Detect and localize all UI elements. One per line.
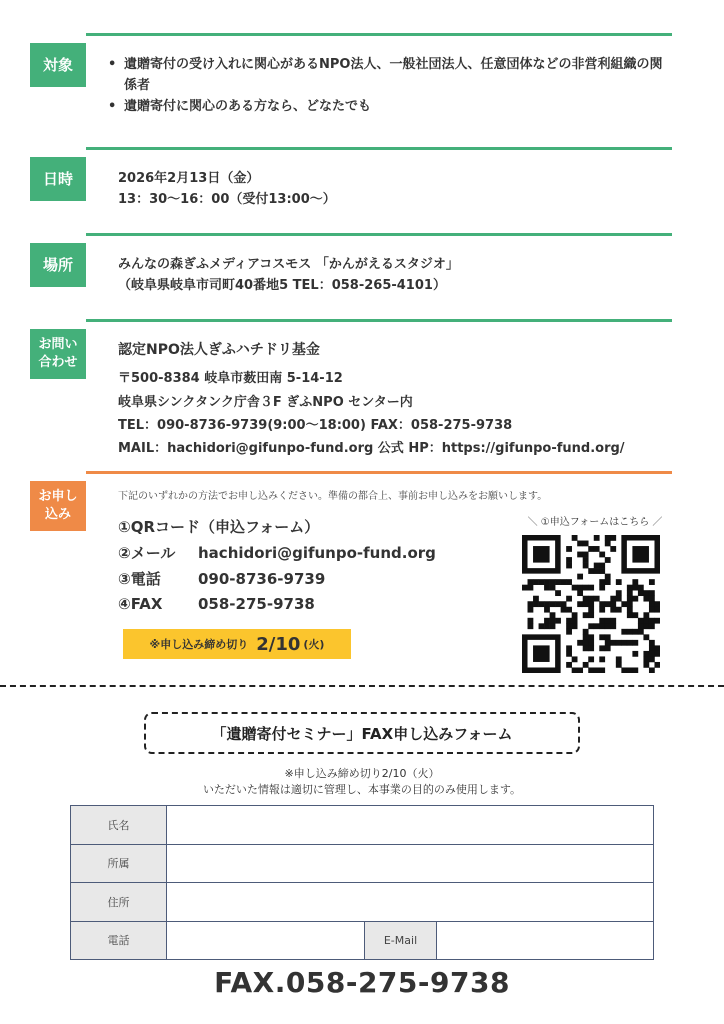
field-label-affiliation: 所属	[71, 844, 167, 883]
datetime-label: 日時	[30, 157, 86, 201]
deadline-prefix: ※申し込み締め切り	[149, 638, 249, 651]
field-label-address: 住所	[71, 883, 167, 922]
method-mail-value[interactable]: hachidori@gifunpo-fund.org	[198, 543, 436, 562]
contact-mail-hp: MAIL：hachidori@gifunpo-fund.org 公式 HP：https://gifunpo-fund.org/	[118, 440, 625, 456]
apply-section	[30, 471, 672, 681]
table-row	[71, 921, 654, 960]
datetime-time: 13：30〜16：00（受付13:00〜）	[118, 191, 336, 207]
deadline-date: 2/10	[256, 633, 301, 655]
venue-section	[30, 233, 672, 313]
apply-label	[30, 481, 86, 531]
apply-divider	[86, 471, 672, 474]
qr-code-graphic	[522, 535, 660, 673]
qr-code-icon[interactable]	[522, 535, 660, 673]
affiliation-field[interactable]	[167, 844, 654, 883]
field-label-name: 氏名	[71, 806, 167, 845]
contact-postal: 〒500-8384 岐阜市薮田南 5-14-12	[118, 371, 343, 387]
method-qr-label: ①QRコード（申込フォーム）	[118, 518, 320, 536]
contact-divider	[86, 319, 672, 322]
fax-form-title: 「遺贈寄付セミナー」FAX申し込みフォーム	[144, 712, 580, 754]
contact-org-name: 認定NPO法人ぎふハチドリ基金	[118, 342, 320, 358]
table-row	[71, 806, 654, 845]
apply-label-line2: 込み	[44, 507, 71, 522]
venue-label: 場所	[30, 243, 86, 287]
target-item: • 遺贈寄付に関心のある方なら、どなたでも	[108, 97, 672, 118]
method-mail-label: ②メール	[118, 543, 176, 562]
contact-section	[30, 319, 672, 459]
cut-line-divider	[0, 685, 724, 687]
deadline-day: (火)	[303, 638, 325, 651]
table-row	[71, 844, 654, 883]
datetime-divider	[86, 147, 672, 150]
datetime-section	[30, 147, 672, 227]
email-field[interactable]	[437, 921, 654, 960]
datetime-content	[118, 169, 672, 211]
apply-method-fax	[118, 592, 502, 618]
deadline-badge	[123, 629, 351, 659]
contact-content	[118, 339, 672, 460]
method-phone-value: 090-8736-9739	[198, 569, 326, 588]
contact-building: 岐阜県シンクタンク庁舎３F ぎふNPO センター内	[118, 394, 413, 410]
apply-methods	[118, 515, 502, 618]
target-divider	[86, 33, 672, 36]
contact-label-line2: 合わせ	[38, 355, 78, 370]
apply-method-phone	[118, 567, 502, 593]
field-label-phone: 電話	[71, 921, 167, 960]
field-label-email: E-Mail	[365, 921, 437, 960]
address-field[interactable]	[167, 883, 654, 922]
contact-label-line1: お問い	[38, 337, 78, 353]
method-fax-label: ④FAX	[118, 595, 163, 614]
venue-address: （岐阜県岐阜市司町40番地5 TEL：058-265-4101）	[118, 277, 446, 293]
fax-form-table	[70, 805, 654, 960]
apply-method-mail	[118, 541, 502, 567]
fax-form-note-deadline: ※申し込み締め切り2/10（火）	[284, 767, 440, 780]
fax-form-note-privacy: いただいた情報は適切に管理し、本事業の目的のみ使用します。	[202, 783, 522, 796]
apply-label-line1: お申し	[38, 489, 78, 505]
qr-caption: ＼ ①申込フォームはこちら ／	[527, 517, 663, 528]
venue-name: みんなの森ぎふメディアコスモス 「かんがえるスタジオ」	[118, 257, 459, 272]
method-fax-value: 058-275-9738	[198, 595, 315, 614]
venue-divider	[86, 233, 672, 236]
phone-field[interactable]	[167, 921, 365, 960]
apply-content	[118, 489, 548, 618]
apply-note: 下記のいずれかの方法でお申し込みください。準備の都合上、事前お申し込みをお願いします。	[118, 491, 548, 502]
contact-tel-fax: TEL：090-8736-9739(9:00〜18:00) FAX：058-275-9738	[118, 417, 513, 433]
venue-content	[118, 255, 672, 297]
target-section	[30, 33, 672, 133]
target-label: 対象	[30, 43, 86, 87]
datetime-date: 2026年2月13日（金）	[118, 171, 260, 186]
fax-number-banner: FAX.058-275-9738	[214, 966, 510, 999]
apply-method-qr	[118, 515, 502, 541]
name-field[interactable]	[167, 806, 654, 845]
contact-label	[30, 329, 86, 379]
table-row	[71, 883, 654, 922]
target-item: • 遺贈寄付の受け入れに関心があるNPO法人、一般社団法人、任意団体などの非営利組織の関係者	[108, 55, 672, 97]
method-phone-label: ③電話	[118, 569, 161, 588]
target-list	[108, 55, 672, 117]
target-content	[108, 55, 672, 117]
